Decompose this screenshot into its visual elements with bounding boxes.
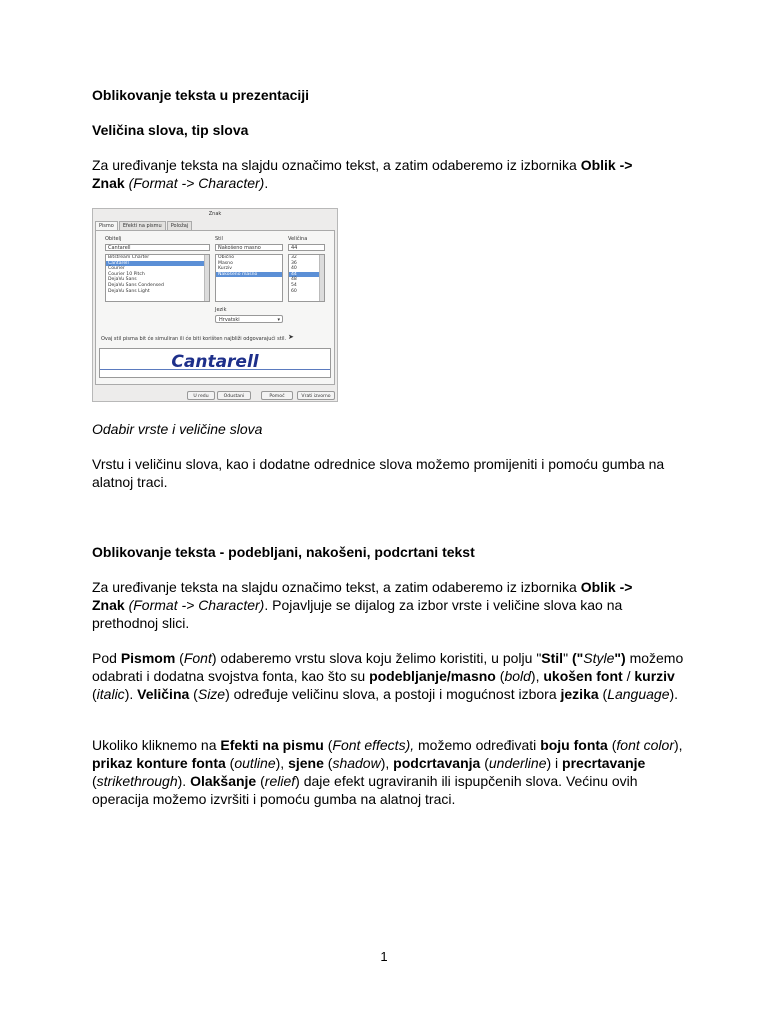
scrollbar: [319, 255, 324, 301]
paragraph-toolbar: Vrstu i veličinu slova, kao i dodatne odrednice slova možemo promijeniti i pomoću gumba na alatnoj traci.: [92, 456, 665, 490]
list-item: 40: [291, 266, 297, 272]
list-item: 36: [291, 260, 297, 266]
paragraph-dialog: Za uređivanje teksta na slajdu označimo tekst, a zatim odaberemo iz izbornika Oblik -> Znak (Format -> Character). Pojavljuje se dijalog za izbor vrste i veličine slova kao na prethodnoj slici.: [92, 579, 633, 631]
list-item: Kurziv: [218, 266, 232, 272]
document-title: Oblikovanje teksta u prezentaciji: [92, 87, 310, 103]
list-item: Courier 10 Pitch: [108, 271, 145, 277]
scrollbar: [204, 255, 209, 301]
tab-position: Položaj: [167, 221, 192, 230]
preview-text: Cantarell: [171, 352, 259, 372]
list-item: DejaVu Sans Condensed: [108, 282, 164, 288]
list-item: DejaVu Sans Light: [108, 288, 150, 294]
size-list: [288, 254, 325, 302]
tab-font-effects: Efekti na pismu: [119, 221, 166, 230]
cancel-button: Odustani: [217, 391, 251, 400]
font-family-list: [105, 254, 210, 302]
list-item: 54: [291, 282, 297, 288]
paragraph-font-style: Pod Pismom (Font) odaberemo vrstu slova koju želimo koristiti, u polju "Stil" ("Style") možemo odabrati i dodatna svojstva fonta, kao što su podebljanje/masno (bold), ukošen font / kurziv (italic). Veličina (Size) određuje veličinu slova, a postoji i mogućnost izbora jezika (Language).: [92, 650, 684, 702]
list-item: 32: [291, 255, 297, 260]
language-value: Hrvatski: [219, 317, 240, 323]
page-number: 1: [380, 949, 388, 964]
dialog-tabs: [95, 221, 193, 230]
tab-font: Pismo: [95, 221, 118, 230]
language-label: Jezik: [215, 307, 227, 313]
figure-caption: Odabir vrste i veličine slova: [92, 421, 263, 437]
section-heading-font-size: Veličina slova, tip slova: [92, 122, 249, 138]
list-item: 48: [291, 277, 297, 283]
ok-button: U redu: [187, 391, 215, 400]
cursor-icon: ➤: [288, 333, 294, 341]
style-label: Stil: [215, 236, 223, 242]
list-item: 44: [289, 272, 324, 278]
style-list: [215, 254, 283, 302]
help-button: Pomoć: [261, 391, 293, 400]
list-item: Obično: [218, 255, 235, 260]
dialog-title: Znak: [208, 211, 222, 217]
list-item: Cantarell: [106, 261, 209, 267]
style-input: Nakošeno masno: [215, 244, 283, 251]
list-item: Courier: [108, 266, 125, 272]
list-item: 60: [291, 288, 297, 294]
language-select: [215, 315, 283, 323]
dialog-note: Ovaj stil pisma bit će simuliran ili će biti korišten najbliži odgovarajući stil.: [101, 336, 287, 342]
size-label: Veličina: [288, 236, 308, 242]
character-dialog-screenshot: [92, 208, 338, 402]
chevron-down-icon: ▾: [277, 317, 280, 323]
font-family-input: Cantarell: [105, 244, 210, 251]
font-preview: [99, 348, 331, 378]
size-input: 44: [288, 244, 325, 251]
list-item: Masno: [218, 260, 233, 266]
list-item: Bitstream Charter: [108, 255, 150, 260]
reset-button: Vrati izvorno: [297, 391, 335, 400]
paragraph-font-effects: Ukoliko kliknemo na Efekti na pismu (Font effects), možemo određivati boju fonta (font color), prikaz konture fonta (outline), sjene (shadow), podcrtavanja (underline) i precrtavanje (strikethrough). Olakšanje (relief) daje efekt ugraviranih ili ispupčenih slova. Većinu ovih operacija možemo izvršiti i pomoću gumba na alatnoj traci.: [92, 737, 683, 807]
section-heading-bold-italic: Oblikovanje teksta - podebljani, nakošeni, podcrtani tekst: [92, 544, 475, 560]
list-item: Nakošeno masno: [216, 272, 282, 278]
paragraph-format-character: Za uređivanje teksta na slajdu označimo tekst, a zatim odaberemo iz izbornika Oblik -> Znak (Format -> Character).: [92, 157, 633, 191]
font-family-label: Obitelj: [105, 236, 122, 242]
list-item: DejaVu Sans: [108, 277, 137, 283]
